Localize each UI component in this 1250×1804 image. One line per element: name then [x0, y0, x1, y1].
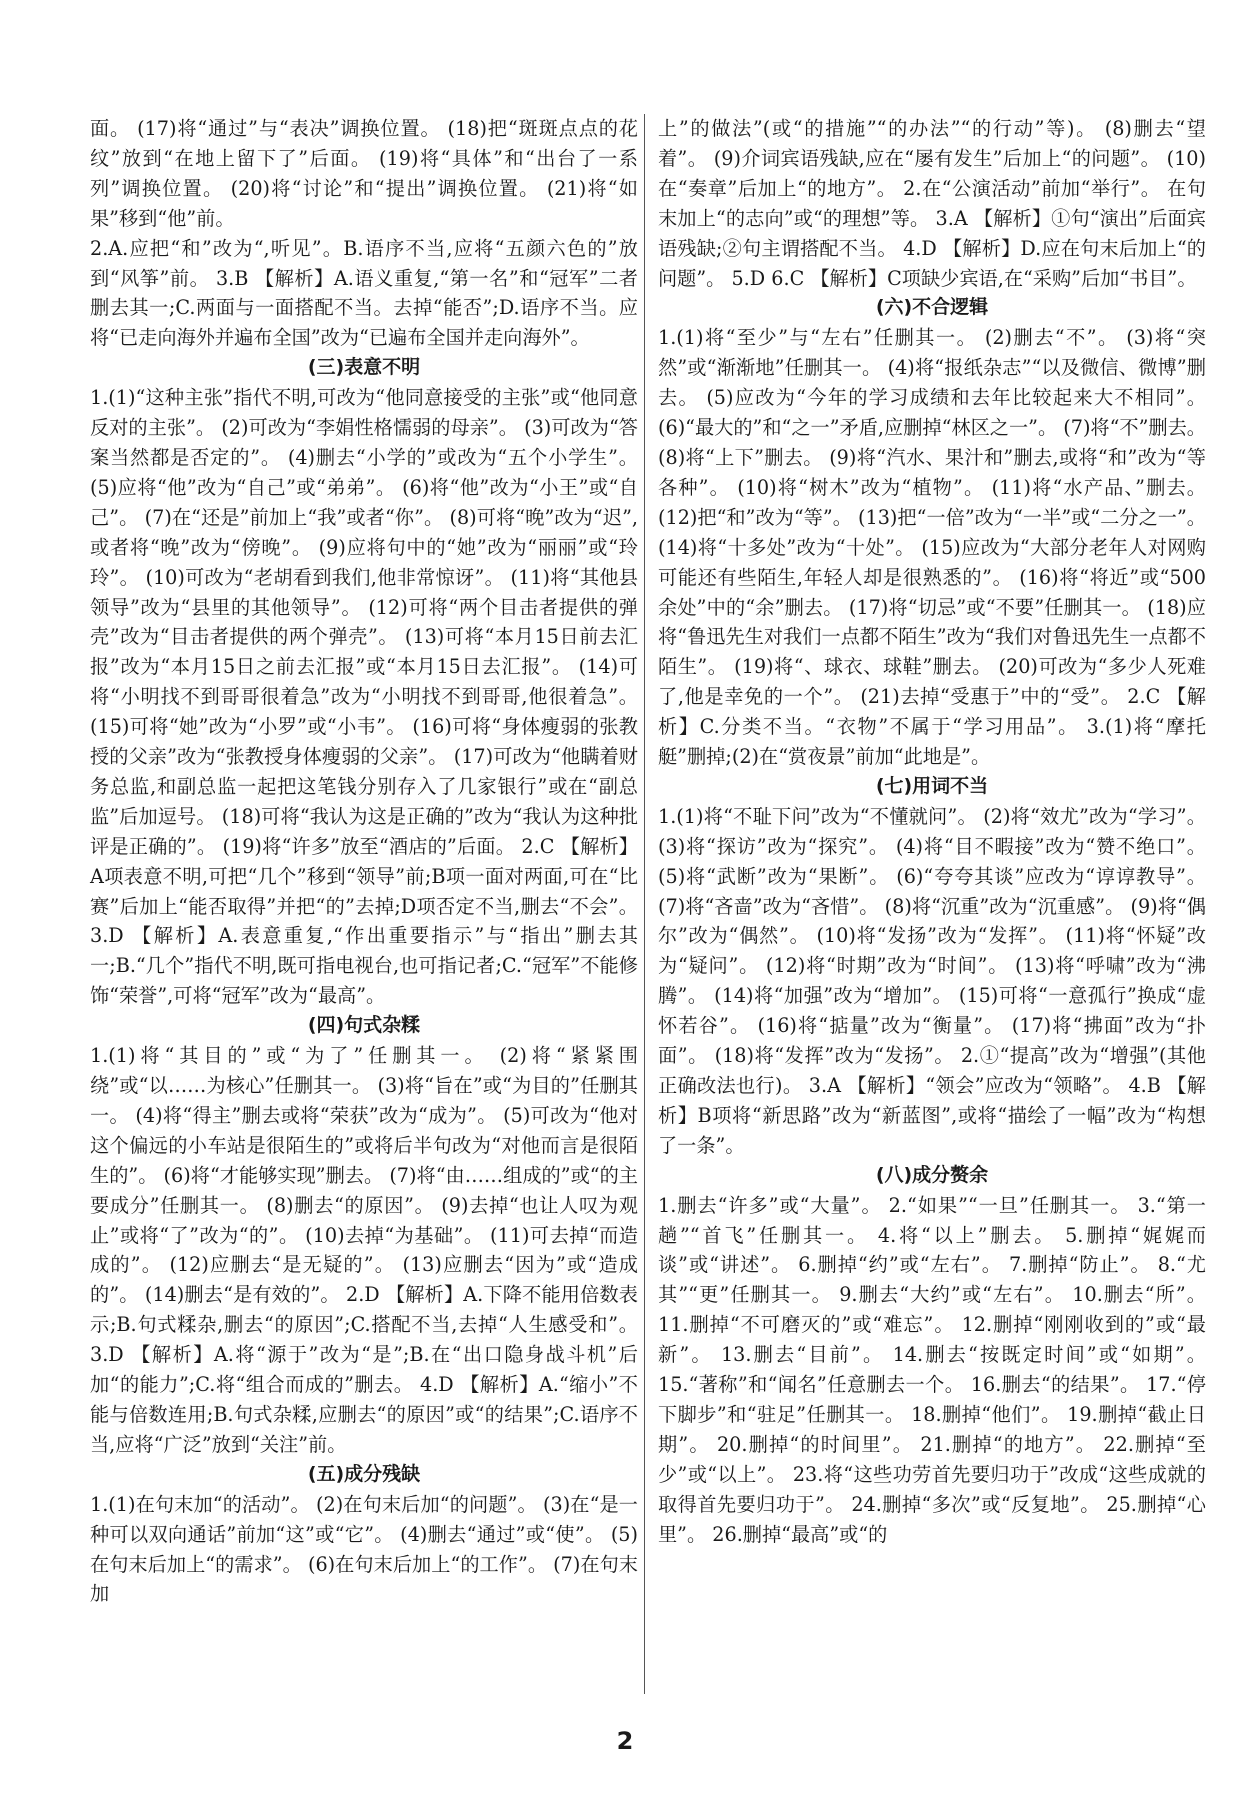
paragraph: 面。 (17)将“通过”与“表决”调换位置。 (18)把“斑斑点点的花纹”放到“在地上留下了”后面。 (19)将“具体”和“出台了一系列”调换位置。 (20)将“讨论”和“提出”调换位置。 (21)将“如果”移到“他”前。 — [90, 117, 638, 230]
section-heading: (六)不合逻辑 — [875, 296, 989, 319]
column-divider — [644, 114, 645, 1694]
section-heading: (四)句式杂糅 — [307, 1014, 421, 1037]
paragraph: 1.(1)将“至少”与“左右”任删其一。 (2)删去“不”。 (3)将“突然”或“渐渐地”任删其一。 (4)将“报纸杂志”“以及微信、微博”删去。 (5)应改为“今年的学习成绩和去年比较起来大不相同”。 (6)“最大的”和“之一”矛盾,应删掉“林区之一”。 (7)将“不”删去。 (8)将“上下”删去。 (9)将“汽水、果汁和”删去,或将“和”改为“等各种”。 (10)将“树木”改为“植物”。 (11)将“水产品、”删去。 (12)把“和”改为“等”。 (13)把“一倍”改为“一半”或“二分之一”。 (14)将“十多处”改为“十处”。 (15)应改为“大部分老年人对网购可能还有些陌生,年轻人却是很熟悉的”。 (16)将“将近”或“500余处”中的“余”删去。 (17)将“切忌”或“不要”任删其一。 (18)应将“鲁迅先生对我们一点都不陌生”改为“我们对鲁迅先生一点都不陌生”。 (19)将“、球衣、球鞋”删去。 (20)可改为“多少人死难了,他是幸免的一个”。 (21)去掉“受惠于”中的“受”。 2.C 【解析】C.分类不当。“衣物”不属于“学习用品”。 3.(1)将“摩托艇”删掉;(2)在“赏夜景”前加“此地是”。 — [658, 326, 1206, 769]
section-heading: (七)用词不当 — [875, 774, 989, 797]
paragraph: 1.删去“许多”或“大量”。 2.“如果”“一旦”任删其一。 3.“第一趟”“首飞”任删其一。 4.将“以上”删去。 5.删掉“娓娓而谈”或“讲述”。 6.删掉“约”或“左右”。 7.删掉“防止”。 8.“尤其”“更”任删其一。 9.删去“大约”或“左右”。 10.删去“所”。 11.删掉“不可磨灭的”或“难忘”。 12.删掉“刚刚收到的”或“最新”。 13.删去“目前”。 14.删去“按既定时间”或“如期”。 15.“著称”和“闻名”任意删去一个。 16.删去“的结果”。 17.“停下脚步”和“驻足”任删其一。 18.删掉“他们”。 19.删掉“截止日期”。 20.删掉“的时间里”。 21.删掉“的地方”。 22.删掉“至少”或“以上”。 23.将“这些功劳首先要归功于”改成“这些成就的取得首先要归功于”。 24.删掉“多次”或“反复地”。 25.删掉“心里”。 26.删掉“最高”或“的 — [658, 1193, 1206, 1546]
paragraph: 1.(1)“这种主张”指代不明,可改为“他同意接受的主张”或“他同意反对的主张”。 (2)可改为“李娟性格懦弱的母亲”。 (3)可改为“答案当然都是否定的”。 (4)删去“小学的”或改为“五个小学生”。 (5)应将“他”改为“自己”或“弟弟”。 (6)将“他”改为“小王”或“自己”。 (7)在“还是”前加上“我”或者“你”。 (8)可将“晚”改为“迟”,或者将“晚”改为“傍晚”。 (9)应将句中的“她”改为“丽丽”或“玲玲”。 (10)可改为“老胡看到我们,他非常惊讶”。 (11)将“其他县领导”改为“县里的其他领导”。 (12)可将“两个目击者提供的弹壳”改为“目击者提供的两个弹壳”。 (13)可将“本月15日前去汇报”改为“本月15日之前去汇报”或“本月15日去汇报”。 (14)可将“小明找不到哥哥很着急”改为“小明找不到哥哥,他很着急”。 (15)可将“她”改为“小罗”或“小韦”。 (16)可将“身体瘦弱的张教授的父亲”改为“张教授身体瘦弱的父亲”。 (17)可改为“他瞒着财务总监,和副总监一起把这笔钱分别存入了几家银行”或在“副总监”后加逗号。 (18)可将“我认为这是正确的”改为“我认为这种批评是正确的”。 (19)将“许多”放至“酒店的”后面。 2.C 【解析】A项表意不明,可把“几个”移到“领导”前;B项一面对两面,可在“比赛”后加上“能否取得”并把“的”去掉;D项否定不当,删去“不会”。 3.D 【解析】A.表意重复,“作出重要指示”与“指出”删去其一;B.“几个”指代不明,既可指电视台,也可指记者;C.“冠军”不能修饰“荣誉”,可将“冠军”改为“最高”。 — [90, 386, 638, 1008]
left-column — [90, 114, 638, 1609]
paragraph: 1.(1)将“不耻下问”改为“不懂就问”。 (2)将“效尤”改为“学习”。 (3)将“探访”改为“探究”。 (4)将“目不暇接”改为“赞不绝口”。 (5)将“武断”改为“果断”。 (6)“夸夸其谈”应改为“谆谆教导”。 (7)将“吝啬”改为“吝惜”。 (8)将“沉重”改为“沉重感”。 (9)将“偶尔”改为“偶然”。 (10)将“发扬”改为“发挥”。 (11)将“怀疑”改为“疑问”。 (12)将“时期”改为“时间”。 (13)将“呼啸”改为“沸腾”。 (14)将“加强”改为“增加”。 (15)可将“一意孤行”换成“虚怀若谷”。 (16)将“掂量”改为“衡量”。 (17)将“拂面”改为“扑面”。 (18)将“发挥”改为“发扬”。 2.①“提高”改为“增强”(其他正确改法也行)。 3.A 【解析】“领会”应改为“领略”。 4.B 【解析】B项将“新思路”改为“新蓝图”,或将“描绘了一幅”改为“构想了一条”。 — [658, 804, 1206, 1157]
page-number: 2 — [616, 1727, 634, 1755]
right-column — [658, 114, 1206, 1550]
paragraph: 上”的做法”(或“的措施”“的办法”“的行动”等)。 (8)删去“望着”。 (9)介词宾语残缺,应在“屡有发生”后加上“的问题”。 (10)在“奏章”后加上“的地方”。 2.在“公演活动”前加“举行”。 在句末加上“的志向”或“的理想”等。 3.A 【解析】①句“演出”后面宾语残缺;②句主谓搭配不当。 4.D 【解析】D.应在句末后加上“的问题”。 5.D 6.C 【解析】C项缺少宾语,在“采购”后加“书目”。 — [658, 117, 1206, 290]
paragraph: 2.A.应把“和”改为“,听见”。B.语序不当,应将“五颜六色的”放到“风筝”前。 3.B 【解析】A.语义重复,“第一名”和“冠军”二者删去其一;C.两面与一面搭配不当。去掉“能否”;D.语序不当。应将“已走向海外并遍布全国”改为“已遍布全国并走向海外”。 — [90, 236, 638, 350]
paragraph: 1.(1)将“其目的”或“为了”任删其一。 (2)将“紧紧围绕”或“以……为核心”任删其一。 (3)将“旨在”或“为目的”任删其一。 (4)将“得主”删去或将“荣获”改为“成为”。 (5)可改为“他对这个偏远的小车站是很陌生的”或将后半句改为“对他而言是很陌生的”。 (6)将“才能够实现”删去。 (7)将“由……组成的”或“的主要成分”任删其一。 (8)删去“的原因”。 (9)去掉“也让人叹为观止”或将“了”改为“的”。 (10)去掉“为基础”。 (11)可去掉“而造成的”。 (12)应删去“是无疑的”。 (13)应删去“因为”或“造成的”。 (14)删去“是有效的”。 2.D 【解析】A.下降不能用倍数表示;B.句式糅杂,删去“的原因”;C.搭配不当,去掉“人生感受和”。 3.D 【解析】A.将“源于”改为“是”;B.在“出口隐身战斗机”后加“的能力”;C.将“组合而成的”删去。 4.D 【解析】A.“缩小”不能与倍数连用;B.句式杂糅,应删去“的原因”或“的结果”;C.语序不当,应将“广泛”放到“关注”前。 — [90, 1044, 638, 1456]
section-heading: (八)成分赘余 — [875, 1163, 989, 1186]
section-heading: (三)表意不明 — [307, 356, 421, 379]
paragraph: 1.(1)在句末加“的活动”。 (2)在句末后加“的问题”。 (3)在“是一种可以双向通话”前加“这”或“它”。 (4)删去“通过”或“使”。 (5)在句末后加上“的需求”。 (6)在句末后加上“的工作”。 (7)在句末加 — [90, 1492, 638, 1606]
section-heading: (五)成分残缺 — [307, 1462, 421, 1485]
